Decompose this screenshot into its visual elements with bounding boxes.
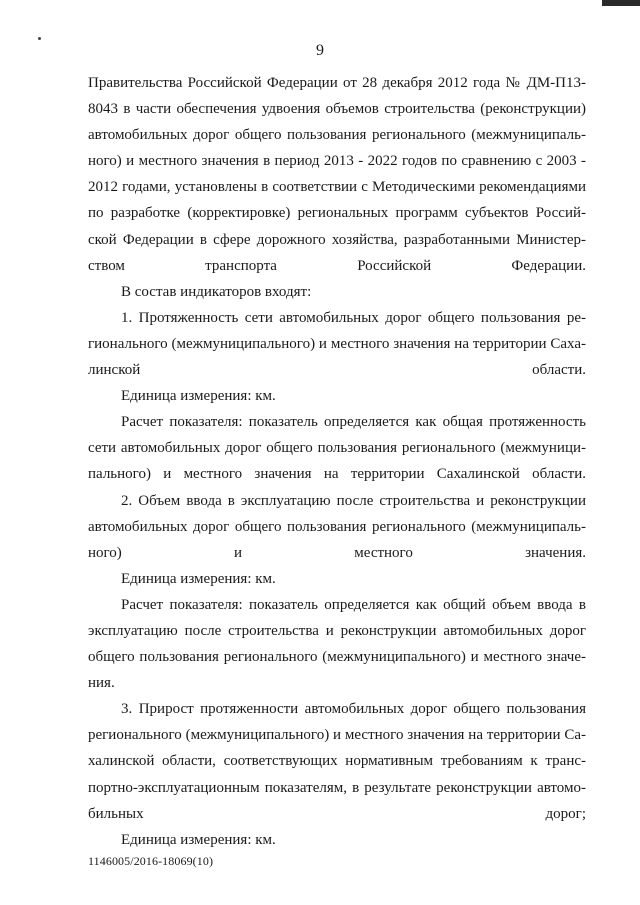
- scan-edge-mark: [602, 0, 640, 6]
- document-code: 1146005/2016-18069(10): [88, 854, 214, 868]
- text-line: Единица измерения: км.: [121, 831, 276, 848]
- text-line: бильных дорог;: [88, 805, 586, 822]
- text-line: ного) и местного значения в период 2013 - 2022 годов по сравнению с 2003 -: [88, 153, 586, 170]
- text-line: общего пользования регионального (межмуниципального) и местного значе-: [88, 649, 586, 666]
- text-line: Расчет показателя: показатель определяется как общая протяженность: [121, 414, 586, 431]
- paragraph-indicators-intro: [88, 279, 586, 305]
- text-line: регионального (межмуниципального) и местного значения на территории Са-: [88, 727, 586, 744]
- text-line: пального) и местного значения на территории Сахалинской области.: [88, 466, 586, 483]
- scan-speck: [38, 37, 41, 40]
- text-line: 2. Объем ввода в эксплуатацию после строительства и реконструкции: [121, 492, 586, 509]
- page-number: 9: [316, 42, 324, 59]
- paragraph-unit-3: [88, 827, 586, 853]
- paragraph-unit-2: [88, 566, 586, 592]
- text-line: ством транспорта Российской Федерации.: [88, 257, 586, 274]
- text-line: Расчет показателя: показатель определяется как общий объем ввода в: [121, 596, 586, 613]
- paragraph-indicator-3: [88, 696, 586, 826]
- paragraph-resolution-reference: [88, 70, 586, 279]
- text-line: 3. Прирост протяженности автомобильных дорог общего пользования: [121, 701, 586, 718]
- paragraph-indicator-1: [88, 305, 586, 383]
- text-line: гионального (межмуниципального) и местного значения на территории Саха-: [88, 335, 586, 352]
- paragraph-calculation-1: [88, 409, 586, 487]
- text-line: ния.: [88, 675, 115, 692]
- text-line: сети автомобильных дорог общего пользования регионального (межмуници-: [88, 440, 586, 457]
- text-line: эксплуатацию после строительства и реконструкции автомобильных дорог: [88, 622, 586, 639]
- paragraph-calculation-2: [88, 592, 586, 696]
- paragraph-unit-1: [88, 383, 586, 409]
- document-body: [88, 70, 586, 853]
- text-line: 8043 в части обеспечения удвоения объемов строительства (реконструкции): [88, 101, 586, 118]
- text-line: 2012 годами, установлены в соответствии с Методическими рекомендациями: [88, 179, 586, 196]
- text-line: линской области.: [88, 362, 586, 379]
- text-line: автомобильных дорог общего пользования регионального (межмуниципаль-: [88, 127, 586, 144]
- text-line: халинской области, соответствующих нормативным требованиям к транс-: [88, 753, 586, 770]
- text-line: Правительства Российской Федерации от 28 декабря 2012 года № ДМ-П13-: [88, 75, 586, 91]
- text-line: Единица измерения: км.: [121, 570, 276, 587]
- text-line: ской Федерации в сфере дорожного хозяйства, разработанными Министер-: [88, 231, 586, 248]
- text-line: автомобильных дорог общего пользования регионального (межмуниципаль-: [88, 518, 586, 535]
- text-line: 1. Протяженность сети автомобильных дорог общего пользования ре-: [121, 309, 586, 326]
- paragraph-indicator-2: [88, 488, 586, 566]
- text-line: В состав индикаторов входят:: [121, 283, 312, 300]
- text-line: по разработке (корректировке) региональных программ субъектов Россий-: [88, 205, 586, 222]
- text-line: ного) и местного значения.: [88, 544, 586, 561]
- text-line: портно-эксплуатационным показателям, в результате реконструкции автомо-: [88, 779, 586, 796]
- text-line: Единица измерения: км.: [121, 388, 276, 405]
